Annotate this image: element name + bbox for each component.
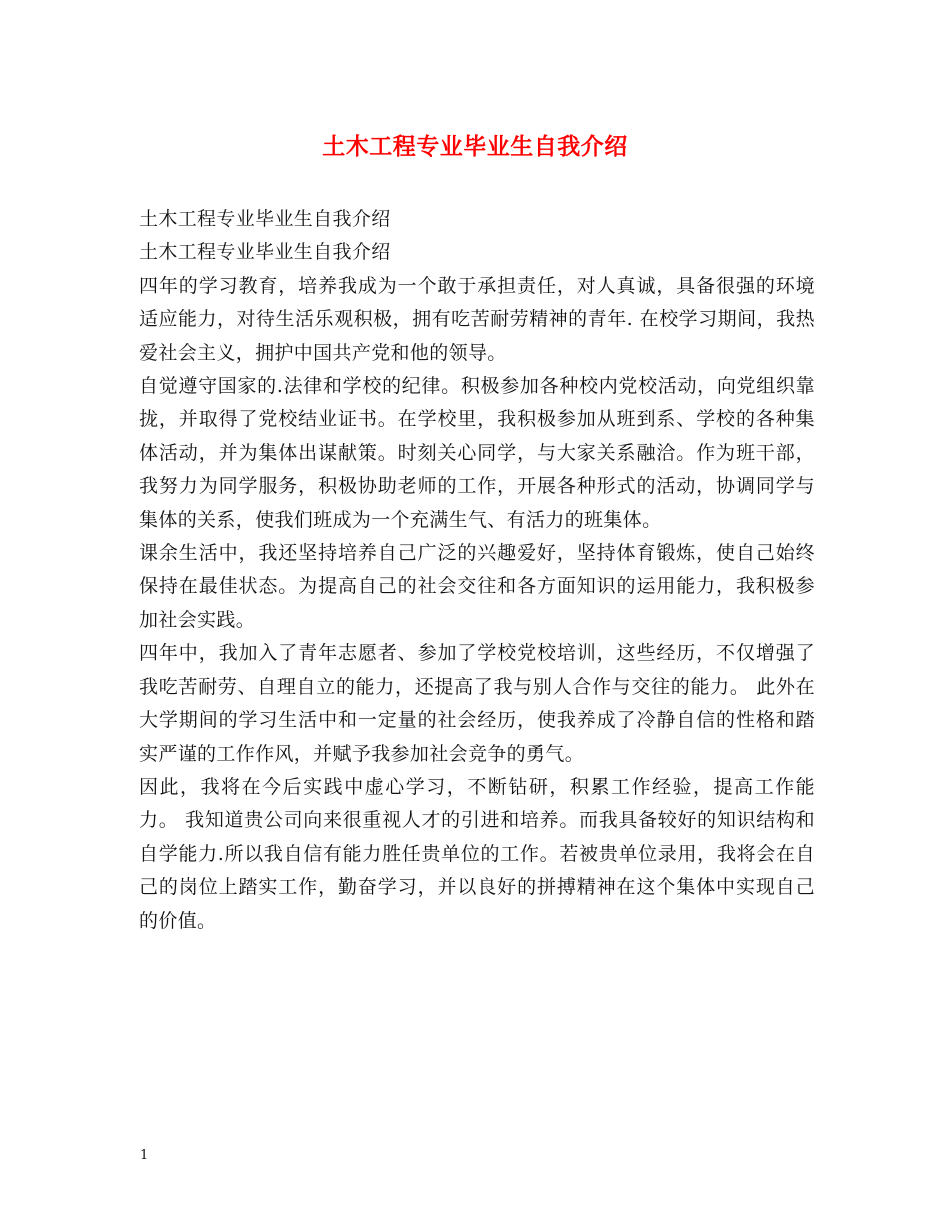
paragraph-hobbies: 课余生活中，我还坚持培养自己广泛的兴趣爱好，坚持体育锻炼，使自己始终保持在最佳状态。为提高自己的社会交往和各方面知识的运用能力，我积极参加社会实践。 bbox=[139, 542, 815, 631]
document-body bbox=[139, 203, 815, 938]
document-title: 土木工程专业毕业生自我介绍 bbox=[322, 134, 628, 160]
paragraph-intro: 四年的学习教育，培养我成为一个敢于承担责任，对人真诚，具备很强的环境适应能力，对待生活乐观积极，拥有吃苦耐劳精神的青年. 在校学习期间，我热爱社会主义，拥护中国共产党和他的领导。 bbox=[139, 274, 815, 364]
paragraph-heading-2: 土木工程专业毕业生自我介绍 bbox=[139, 241, 391, 264]
paragraph-discipline: 自觉遵守国家的.法律和学校的纪律。积极参加各种校内党校活动，向党组织靠拢，并取得了党校结业证书。在学校里，我积极参加从班到系、学校的各种集体活动，并为集体出谋献策。时刻关心同学，与大家关系融洽。作为班干部，我努力为同学服务，积极协助老师的工作，开展各种形式的活动，协调同学与集体的关系，使我们班成为一个充满生气、有活力的班集体。 bbox=[139, 375, 815, 531]
page-number: 1 bbox=[140, 1148, 149, 1163]
paragraph-conclusion: 因此，我将在今后实践中虚心学习，不断钻研，积累工作经验，提高工作能力。 我知道贵公司向来很重视人才的引进和培养。而我具备较好的知识结构和自学能力.所以我自信有能力胜任贵单位的工作。若被贵单位录用，我将会在自己的岗位上踏实工作，勤奋学习，并以良好的拼搏精神在这个集体中实现自己的价值。 bbox=[139, 775, 815, 932]
paragraph-heading-1: 土木工程专业毕业生自我介绍 bbox=[139, 208, 391, 230]
paragraph-experience: 四年中，我加入了青年志愿者、参加了学校党校培训，这些经历，不仅增强了我吃苦耐劳、自理自立的能力，还提高了我与别人合作与交往的能力。 此外在大学期间的学习生活中和一定量的社会经历，使我养成了冷静自信的性格和踏实严谨的工作作风，并赋予我参加社会竞争的勇气。 bbox=[139, 642, 815, 765]
